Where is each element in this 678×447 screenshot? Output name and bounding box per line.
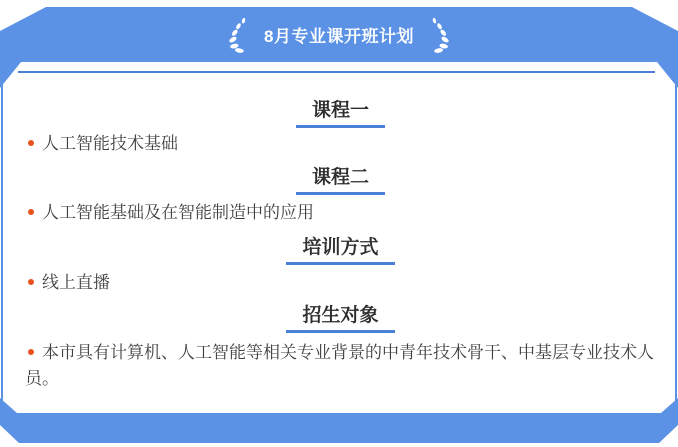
- bullet-icon: [28, 140, 34, 146]
- section-heading-row: [25, 305, 656, 333]
- list-item-text: 本市具有计算机、人工智能等相关专业背景的中青年技术骨干、中基层专业技术人员。: [25, 343, 654, 388]
- section-course-1: [25, 100, 656, 154]
- list-item: [25, 340, 656, 392]
- section-heading: 培训方式: [286, 237, 394, 265]
- section-heading: 课程一: [296, 100, 385, 128]
- section-heading-row: [25, 167, 656, 195]
- section-training-method: [25, 237, 656, 293]
- list-item: [25, 273, 656, 293]
- list-item: [25, 134, 656, 154]
- bottom-ribbon: [0, 398, 678, 443]
- list-item-text: 线上直播: [42, 273, 110, 292]
- bullet-icon: [28, 349, 34, 355]
- section-heading: 招生对象: [286, 305, 394, 333]
- section-heading: 课程二: [296, 167, 385, 195]
- list-item: [25, 203, 656, 223]
- page-title: 8月专业课开班计划: [264, 27, 414, 46]
- laurel-left-icon: [226, 16, 250, 54]
- section-enrollment-target: [25, 305, 656, 392]
- list-item-text: 人工智能技术基础: [42, 134, 178, 153]
- section-course-2: [25, 167, 656, 223]
- header-banner: [0, 7, 678, 62]
- top-divider-line: [18, 71, 655, 73]
- bullet-icon: [28, 279, 34, 285]
- section-heading-row: [25, 100, 656, 128]
- laurel-right-icon: [428, 16, 452, 54]
- content-area: [0, 90, 678, 392]
- bullet-icon: [28, 209, 34, 215]
- list-item-text: 人工智能基础及在智能制造中的应用: [42, 203, 314, 222]
- section-heading-row: [25, 237, 656, 265]
